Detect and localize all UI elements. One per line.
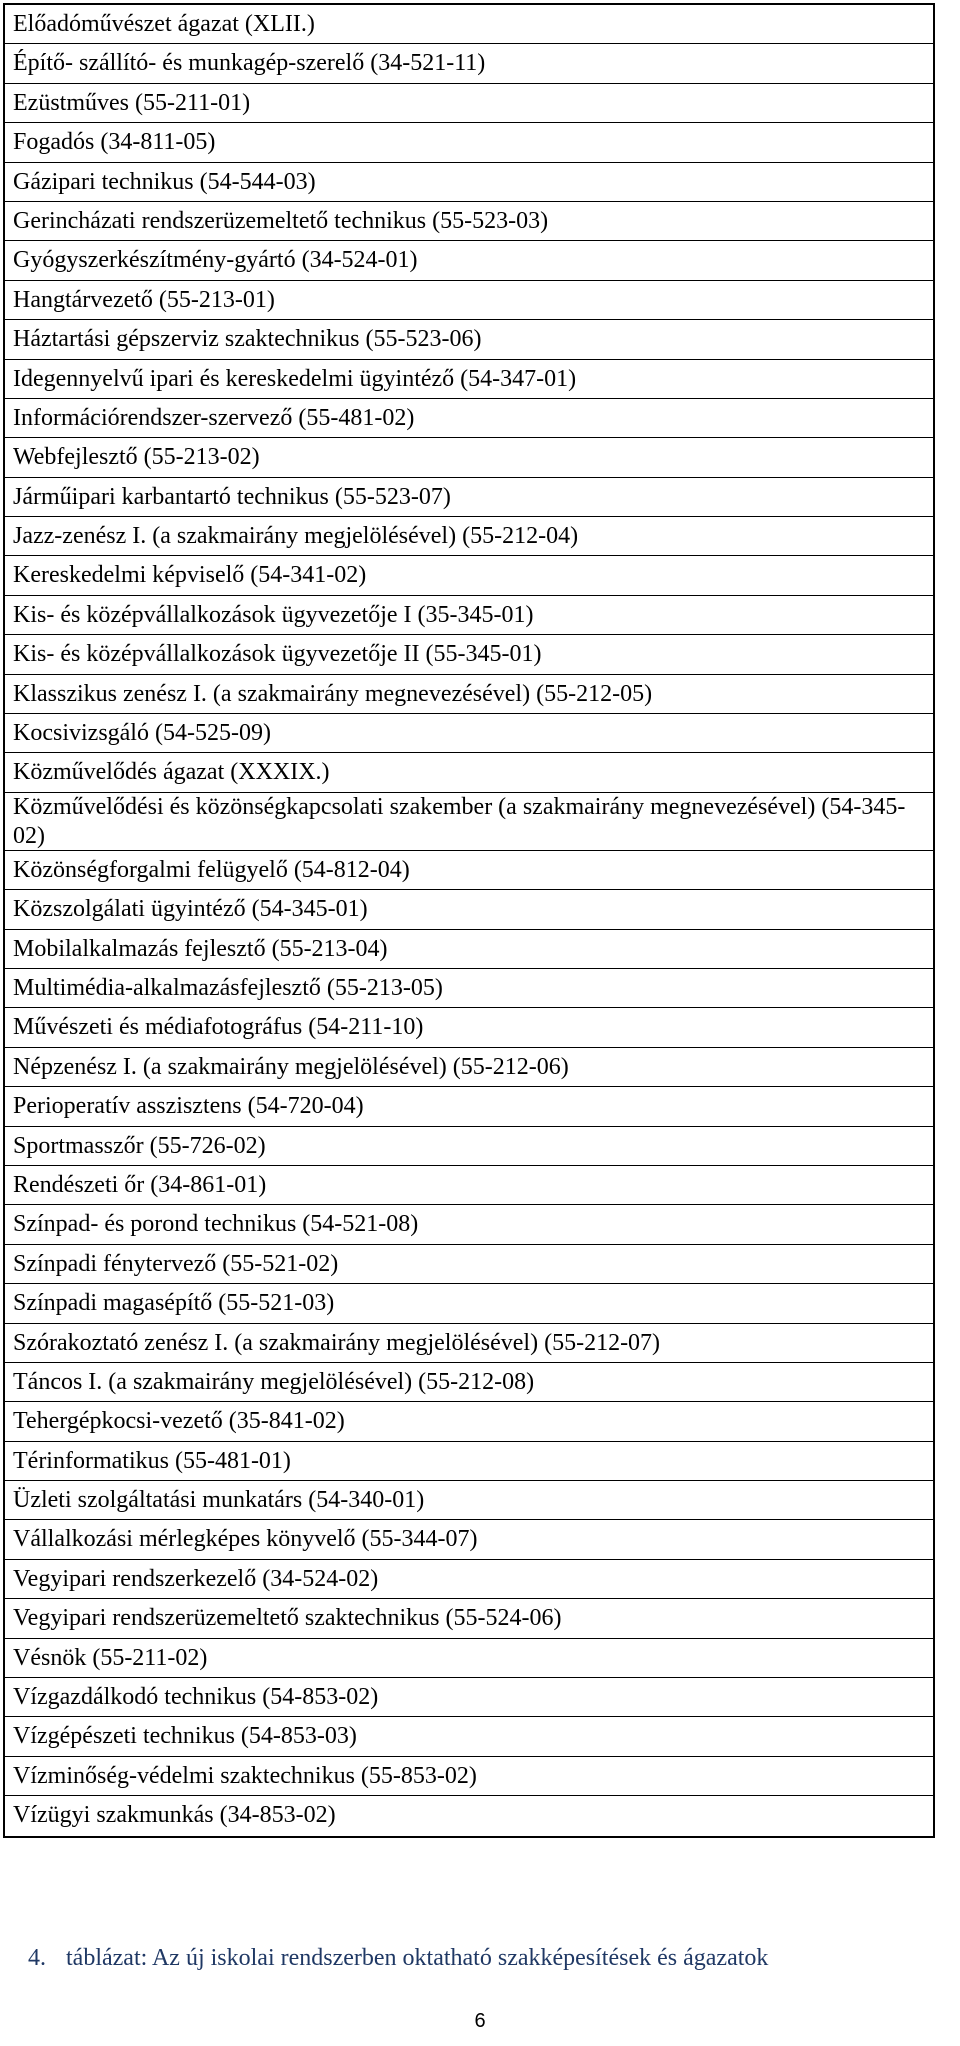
table-row: Jazz-zenész I. (a szakmairány megjelölésével) (55-212-04) [5,517,933,556]
table-row: Járműipari karbantartó technikus (55-523-07) [5,478,933,517]
table-row: Gázipari technikus (54-544-03) [5,163,933,202]
caption-number: 4. [28,1945,46,1971]
table-row: Közszolgálati ügyintéző (54-345-01) [5,890,933,929]
table-row: Művészeti és médiafotográfus (54-211-10) [5,1008,933,1047]
table-row: Térinformatikus (55-481-01) [5,1442,933,1481]
table-row: Vésnök (55-211-02) [5,1639,933,1678]
table-row: Ezüstműves (55-211-01) [5,84,933,123]
table-row: Perioperatív asszisztens (54-720-04) [5,1087,933,1126]
table-row: Vízgazdálkodó technikus (54-853-02) [5,1678,933,1717]
table-row: Vízgépészeti technikus (54-853-03) [5,1717,933,1756]
table-row: Vegyipari rendszerüzemeltető szaktechnikus (55-524-06) [5,1599,933,1638]
table-row: Mobilalkalmazás fejlesztő (55-213-04) [5,930,933,969]
table-row: Előadóművészet ágazat (XLII.) [5,5,933,44]
table-row: Tehergépkocsi-vezető (35-841-02) [5,1402,933,1441]
table-row: Kis- és középvállalkozások ügyvezetője II (55-345-01) [5,635,933,674]
table-row: Vízügyi szakmunkás (34-853-02) [13,1802,336,1829]
qualifications-table [3,3,935,1838]
table-row: Gyógyszerkészítmény-gyártó (34-524-01) [5,241,933,280]
table-row: Rendészeti őr (34-861-01) [5,1166,933,1205]
table-row: Vállalkozási mérlegképes könyvelő (55-344-07) [5,1520,933,1559]
table-row: Üzleti szolgáltatási munkatárs (54-340-01) [5,1481,933,1520]
table-row: Fogadós (34-811-05) [5,123,933,162]
table-row: Szórakoztató zenész I. (a szakmairány megjelölésével) (55-212-07) [5,1324,933,1363]
table-row: Kereskedelmi képviselő (54-341-02) [5,556,933,595]
table-row: Idegennyelvű ipari és kereskedelmi ügyintéző (54-347-01) [5,360,933,399]
table-row: Színpadi magasépítő (55-521-03) [5,1284,933,1323]
table-row: Webfejlesztő (55-213-02) [5,438,933,477]
table-row: Kocsivizsgáló (54-525-09) [5,714,933,753]
table-row: Színpad- és porond technikus (54-521-08) [5,1205,933,1244]
table-row: Klasszikus zenész I. (a szakmairány megnevezésével) (55-212-05) [5,675,933,714]
table-row: Táncos I. (a szakmairány megjelölésével) (55-212-08) [5,1363,933,1402]
caption-text: táblázat: Az új iskolai rendszerben oktatható szakképesítések és ágazatok [66,1945,769,1971]
table-row: Közművelődési és közönségkapcsolati szakember (a szakmairány megnevezésével) (54-345-02) [5,793,933,851]
table-row: Színpadi fénytervező (55-521-02) [5,1245,933,1284]
table-row: Vízminőség-védelmi szaktechnikus (55-853-02) [5,1757,933,1796]
table-caption [28,1945,768,1972]
table-row: Sportmasszőr (55-726-02) [5,1127,933,1166]
table-row: Építő- szállító- és munkagép-szerelő (34-521-11) [5,44,933,83]
table-row: Közművelődés ágazat (XXXIX.) [5,753,933,792]
table-row: Népzenész I. (a szakmairány megjelölésével) (55-212-06) [5,1048,933,1087]
table-row: Gerincházati rendszerüzemeltető technikus (55-523-03) [5,202,933,241]
table-row: Hangtárvezető (55-213-01) [5,281,933,320]
table-row: Közönségforgalmi felügyelő (54-812-04) [5,851,933,890]
table-row: Információrendszer-szervező (55-481-02) [5,399,933,438]
page-number: 6 [474,2010,486,2032]
table-row: Multimédia-alkalmazásfejlesztő (55-213-05) [5,969,933,1008]
table-row: Háztartási gépszerviz szaktechnikus (55-523-06) [5,320,933,359]
table-row: Kis- és középvállalkozások ügyvezetője I (35-345-01) [5,596,933,635]
table-row: Vegyipari rendszerkezelő (34-524-02) [5,1560,933,1599]
